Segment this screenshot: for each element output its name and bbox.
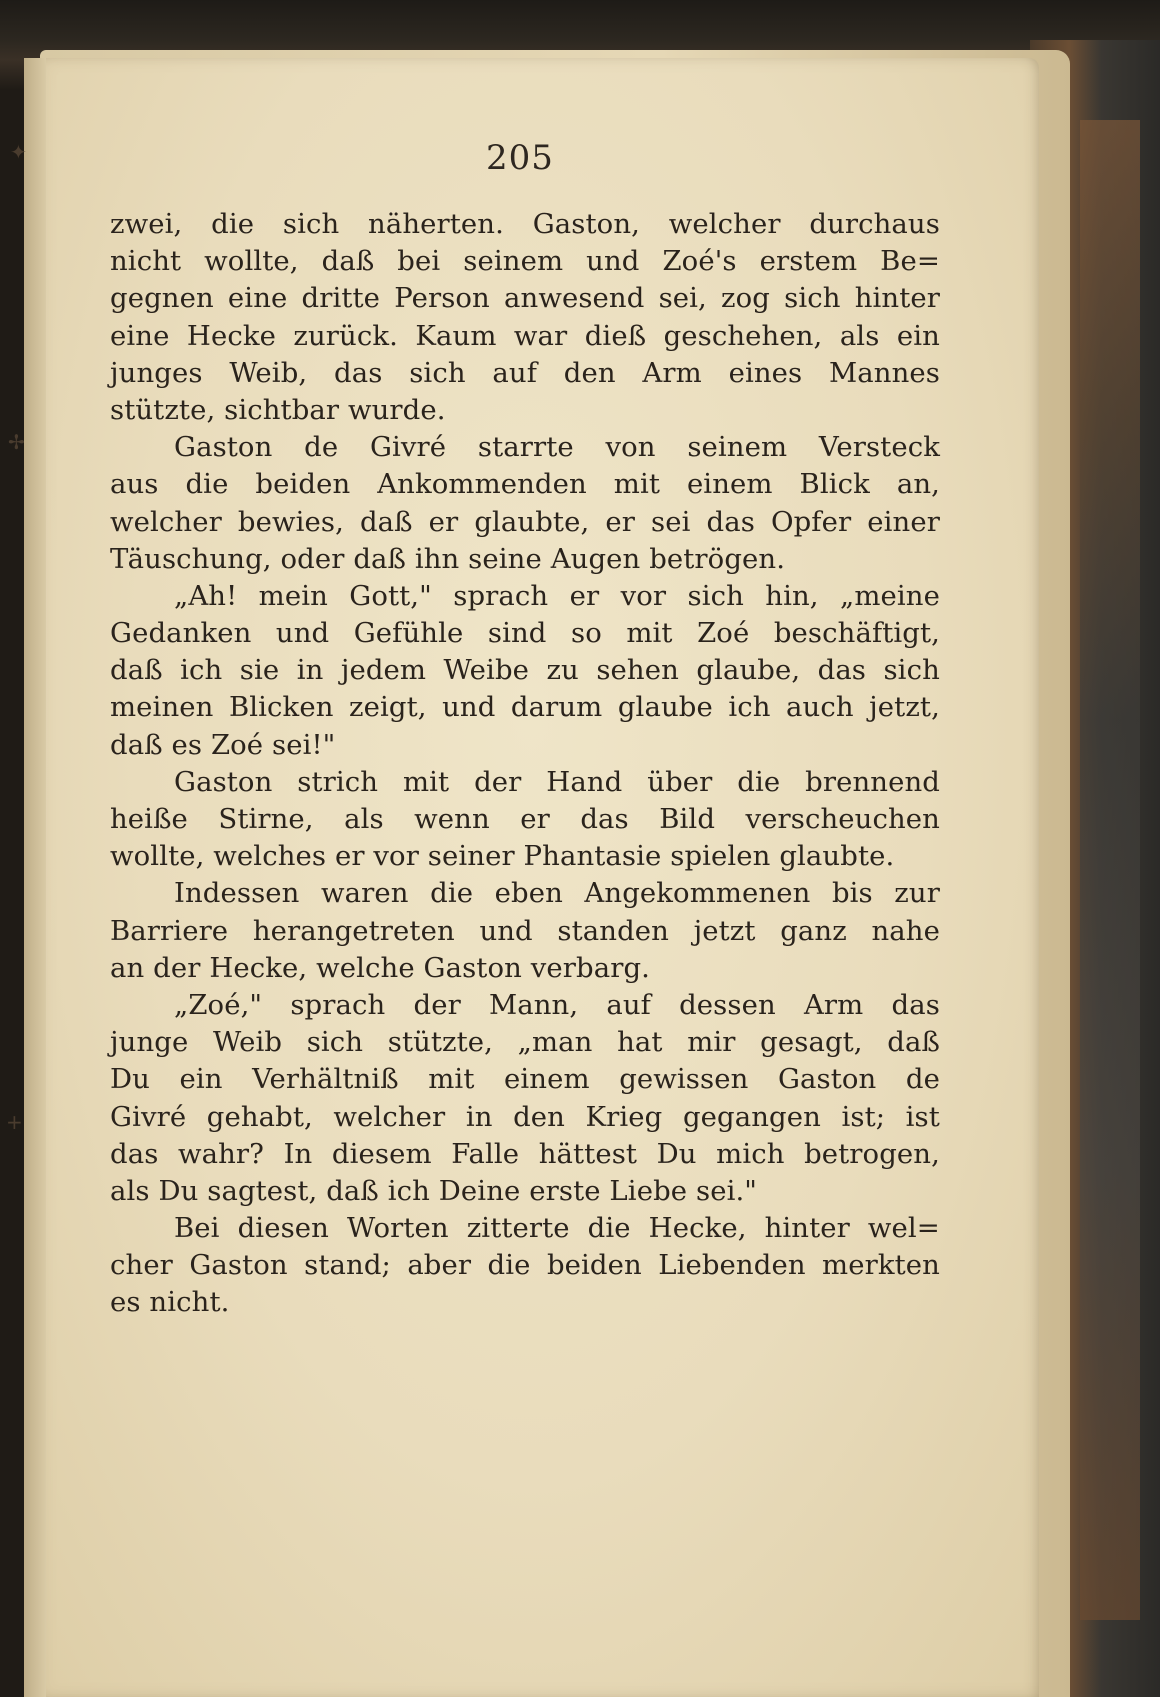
text-line: nicht wollte, daß bei seinem und Zoé's erstem Be=	[110, 245, 940, 278]
margin-mark: +	[6, 1110, 23, 1134]
text-line: „Ah! mein Gott," sprach er vor sich hin, „meine	[174, 579, 940, 612]
paragraph	[110, 429, 940, 578]
text-line: junges Weib, das sich auf den Arm eines Mannes	[110, 356, 940, 389]
text-line: zwei, die sich näherten. Gaston, welcher durchaus	[110, 208, 940, 240]
text-line: Gaston strich mit der Hand über die brennend	[174, 765, 940, 798]
text-line: Barriere herangetreten und standen jetzt ganz nahe	[110, 914, 940, 947]
page-number: 205	[486, 138, 554, 178]
text-line: Du ein Verhältniß mit einem gewissen Gaston de	[110, 1063, 940, 1096]
paragraph	[110, 578, 940, 764]
text-line: Gaston de Givré starrte von seinem Versteck	[174, 431, 940, 464]
text-line: gegnen eine dritte Person anwesend sei, zog sich hinter	[110, 282, 940, 315]
paragraph	[110, 764, 940, 876]
page-gutter	[24, 58, 46, 1697]
text-line: heiße Stirne, als wenn er das Bild verscheuchen	[110, 803, 940, 835]
text-line: Indessen waren die eben Angekommenen bis zur	[174, 877, 940, 910]
paragraph	[110, 875, 940, 987]
text-line: Bei diesen Worten zitterte die Hecke, hinter wel=	[174, 1212, 940, 1245]
text-line: cher Gaston stand; aber die beiden Liebenden merkten	[110, 1249, 940, 1282]
text-line: daß es Zoé sei!"	[110, 728, 336, 761]
text-line: Givré gehabt, welcher in den Krieg gegangen ist; ist	[110, 1100, 940, 1133]
text-line: an der Hecke, welche Gaston verbarg.	[110, 951, 651, 984]
text-line: junge Weib sich stützte, „man hat mir gesagt, daß	[110, 1026, 940, 1059]
page-text	[110, 206, 940, 1322]
cover-wear	[1080, 120, 1140, 1620]
paragraph	[110, 987, 940, 1210]
text-line: es nicht.	[110, 1286, 230, 1319]
text-line: das wahr? In diesem Falle hättest Du mich betrogen,	[110, 1137, 940, 1170]
text-line: als Du sagtest, daß ich Deine erste Liebe sei."	[110, 1174, 758, 1207]
text-line: welcher bewies, daß er glaubte, er sei das Opfer einer	[110, 505, 940, 538]
text-line: aus die beiden Ankommenden mit einem Blick an,	[110, 468, 940, 501]
paragraph	[110, 1210, 940, 1322]
text-line: „Zoé," sprach der Mann, auf dessen Arm das	[174, 988, 940, 1021]
paragraph	[110, 206, 940, 429]
margin-mark: ✢	[8, 430, 25, 454]
text-line: wollte, welches er vor seiner Phantasie spielen glaubte.	[110, 840, 895, 873]
text-line: meinen Blicken zeigt, und darum glaube ich auch jetzt,	[110, 691, 940, 724]
text-line: daß ich sie in jedem Weibe zu sehen glaube, das sich	[110, 654, 940, 687]
text-line: Täuschung, oder daß ihn seine Augen betrögen.	[110, 542, 786, 575]
book-page	[24, 58, 1039, 1697]
margin-mark: ✦	[10, 140, 27, 164]
text-line: eine Hecke zurück. Kaum war dieß geschehen, als ein	[110, 319, 940, 352]
text-line: stützte, sichtbar wurde.	[110, 393, 446, 426]
text-line: Gedanken und Gefühle sind so mit Zoé beschäftigt,	[110, 617, 940, 650]
